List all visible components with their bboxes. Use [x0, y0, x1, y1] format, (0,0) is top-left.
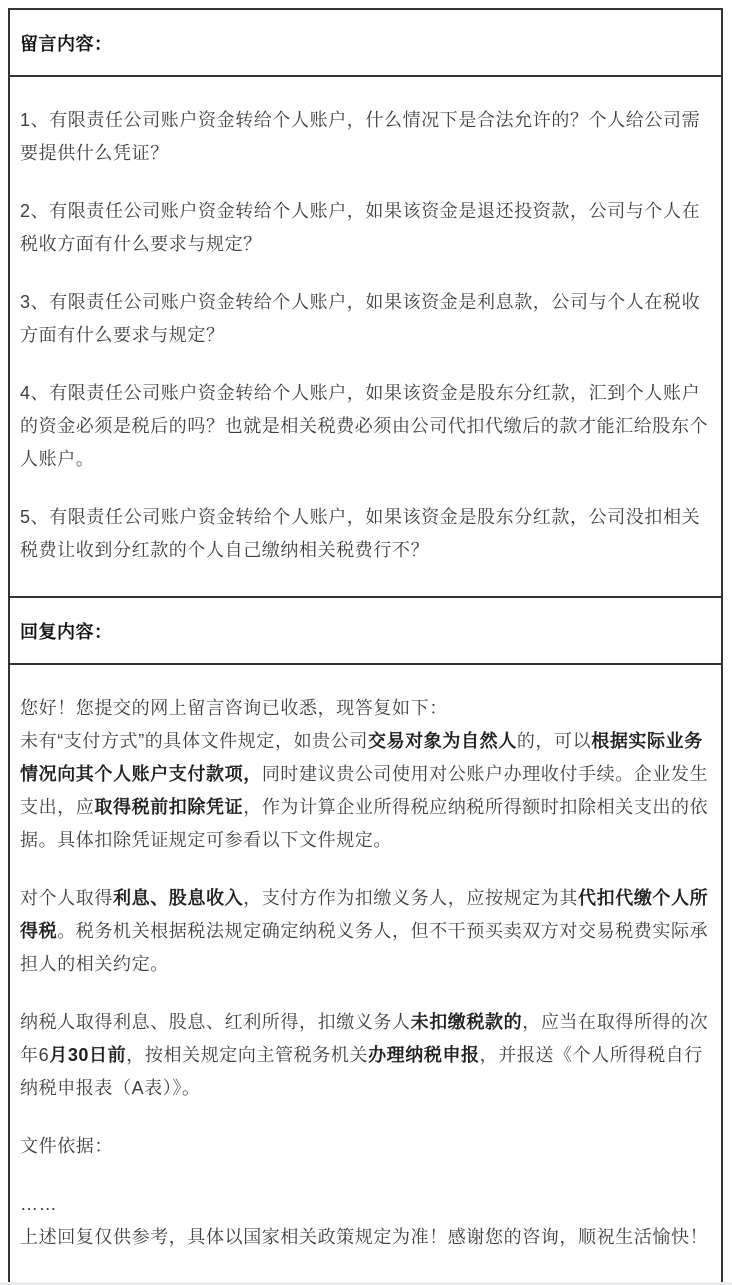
reply-header-label: 回复内容：	[20, 622, 113, 642]
message-content	[10, 75, 721, 596]
reply-content	[10, 663, 721, 1283]
message-header-label: 留言内容：	[20, 34, 113, 54]
reply-paragraph: …… 上述回复仅供参考，具体以国家相关政策规定为准！感谢您的咨询，顺祝生活愉快！	[20, 1194, 709, 1247]
reply-paragraph: 文件依据：	[20, 1136, 113, 1156]
question-paragraph: 1、有限责任公司账户资金转给个人账户，什么情况下是合法允许的？个人给公司需要提供什么凭证？	[20, 110, 701, 163]
reply-paragraph: 您好！您提交的网上留言咨询已收悉，现答复如下： 未有“支付方式”的具体文件规定，如贵公司交易对象为自然人的，可以根据实际业务情况向其个人账户支付款项，同时建议贵公司使用对公账户办理收付手续。企业发生支出，应取得税前扣除凭证，作为计算企业所得税应纳税所得额时扣除相关支出的依据。具体扣除凭证规定可参看以下文件规定。	[20, 698, 709, 850]
reply-paragraph: 纳税人取得利息、股息、红利所得，扣缴义务人未扣缴税款的，应当在取得所得的次年6月30日前，按相关规定向主管税务机关办理纳税申报，并报送《个人所得税自行纳税申报表（A表）》。	[20, 1012, 709, 1098]
reply-paragraph: 对个人取得利息、股息收入，支付方作为扣缴义务人，应按规定为其代扣代缴个人所得税。税务机关根据税法规定确定纳税义务人，但不干预买卖双方对交易税费实际承担人的相关约定。	[20, 888, 709, 974]
reply-header-row	[10, 596, 721, 663]
question-paragraph: 2、有限责任公司账户资金转给个人账户，如果该资金是退还投资款，公司与个人在税收方面有什么要求与规定？	[20, 201, 701, 254]
message-header-row	[10, 10, 721, 75]
question-paragraph: 5、有限责任公司账户资金转给个人账户，如果该资金是股东分红款，公司没扣相关税费让收到分红款的个人自己缴纳相关税费行不？	[20, 507, 701, 560]
question-paragraph: 3、有限责任公司账户资金转给个人账户，如果该资金是利息款，公司与个人在税收方面有什么要求与规定？	[20, 292, 701, 345]
qa-table	[8, 8, 723, 1285]
question-paragraph: 4、有限责任公司账户资金转给个人账户，如果该资金是股东分红款，汇到个人账户的资金必须是税后的吗？也就是相关税费必须由公司代扣代缴后的款才能汇给股东个人账户。	[20, 383, 709, 469]
